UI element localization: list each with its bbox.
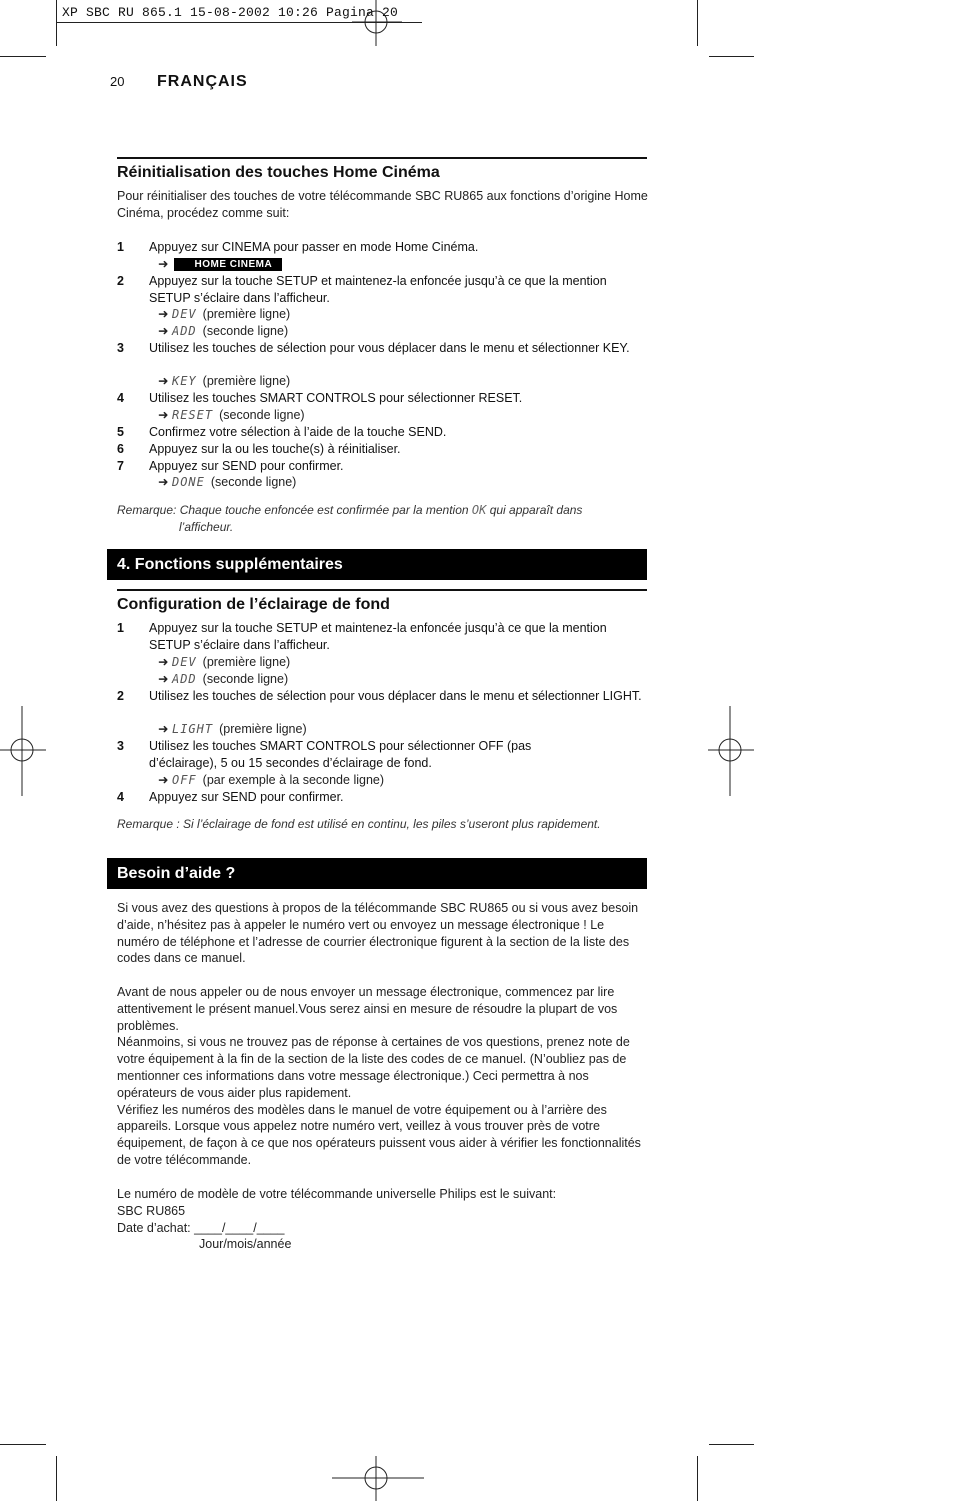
registration-mark-icon — [708, 706, 754, 796]
help-paragraph — [117, 984, 649, 1169]
arrow-icon: ➜ — [158, 307, 169, 321]
remark-note: Remarque : Si l’éclairage de fond est utilisé en continu, les piles s’useront plus rapidement. — [117, 817, 601, 831]
section-banner: Besoin d’aide ? — [107, 858, 647, 889]
lcd-text: ADD — [171, 324, 197, 338]
section-rule — [117, 157, 647, 159]
step-result — [158, 256, 282, 273]
purchase-date: Date d’achat: ____/____/____ — [117, 1220, 285, 1235]
remark-note: Remarque: Chaque touche enfoncée est confirmée par la mention OK qui apparaît dans — [117, 503, 583, 517]
step-result: ➜ ADD (seconde ligne) — [158, 672, 289, 686]
model-line: Le numéro de modèle de votre télécommande universelle Philips est le suivant: — [117, 1187, 557, 1201]
print-slug: XP SBC RU 865.1 15-08-2002 10:26 Pagina 20 — [62, 5, 399, 20]
arrow-icon: ➜ — [158, 722, 169, 736]
lcd-text: DEV — [171, 655, 197, 669]
help-paragraph-text: Néanmoins, si vous ne trouvez pas de réponse à certaines de vos questions, prenez note de votre équipement à la fin de la section de la liste des codes de ce manuel. (N’oubliez pas de mentionner ces informations dans votre message électronique.) Ceci permettra à nos opérateurs de vous aider plus rapidement. — [117, 1035, 630, 1100]
step-result: ➜ OFF (par exemple à la seconde ligne) — [158, 773, 385, 787]
arrow-icon: ➜ — [158, 773, 169, 787]
crop-mark — [0, 1444, 46, 1445]
step-item: 3 Utilisez les touches de sélection pour vous déplacer dans le menu et sélectionner KEY. — [117, 341, 630, 355]
lcd-text: KEY — [171, 374, 197, 388]
step-item: 5 Confirmez votre sélection à l’aide de la touche SEND. — [117, 425, 447, 439]
step-item: 4 Utilisez les touches SMART CONTROLS pour sélectionner RESET. — [117, 391, 523, 405]
crop-mark — [709, 56, 754, 57]
lcd-text: DONE — [171, 475, 205, 489]
step-result: ➜ LIGHT (première ligne) — [158, 722, 307, 736]
lcd-text: DEV — [171, 307, 197, 321]
step-item: 2 Utilisez les touches de sélection pour vous déplacer dans le menu et sélectionner LIGHT. — [117, 689, 642, 703]
step-result: ➜ ADD (seconde ligne) — [158, 324, 289, 338]
arrow-icon: ➜ — [158, 475, 169, 489]
step-item: 4 Appuyez sur SEND pour confirmer. — [117, 790, 344, 804]
crop-mark — [0, 56, 46, 57]
lcd-text: LIGHT — [171, 722, 214, 736]
arrow-icon: ➜ — [158, 655, 169, 669]
crop-mark — [697, 1456, 698, 1501]
home-cinema-badge: HOME CINEMA — [174, 258, 282, 271]
arrow-icon: ➜ — [158, 257, 169, 271]
step-item: 1 Appuyez sur CINEMA pour passer en mode Home Cinéma. — [117, 240, 479, 254]
step-result: ➜ KEY (première ligne) — [158, 374, 291, 388]
arrow-icon: ➜ — [158, 374, 169, 388]
step-item: 1 Appuyez sur la touche SETUP et maintenez-la enfoncée jusqu’à ce que la mention SETUP s’éclaire dans l’afficheur. — [117, 621, 607, 652]
arrow-icon: ➜ — [158, 408, 169, 422]
lcd-text: OFF — [171, 773, 197, 787]
step-item: 3 Utilisez les touches SMART CONTROLS pour sélectionner OFF (pas d’éclairage), 5 ou 15 secondes d’éclairage de fond. — [117, 739, 532, 770]
crop-mark — [697, 0, 698, 46]
section-rule — [117, 589, 647, 591]
language-heading: FRANÇAIS — [157, 73, 248, 90]
section-title: Configuration de l’éclairage de fond — [117, 596, 390, 613]
page-number: 20 — [110, 74, 125, 89]
step-item: 7 Appuyez sur SEND pour confirmer. — [117, 459, 344, 473]
arrow-icon: ➜ — [158, 672, 169, 686]
lcd-text: RESET — [171, 408, 214, 422]
step-item: 6 Appuyez sur la ou les touche(s) à réinitialiser. — [117, 442, 401, 456]
lcd-text: OK — [471, 503, 487, 517]
intro-paragraph: Pour réinitialiser des touches de votre télécommande SBC RU865 aux fonctions d’origine Home Cinéma, procédez comme suit: — [117, 189, 648, 220]
lcd-text: ADD — [171, 672, 197, 686]
section-title: Réinitialisation des touches Home Cinéma — [117, 164, 440, 181]
date-format-hint: Jour/mois/année — [199, 1237, 292, 1252]
help-paragraph — [117, 1186, 649, 1253]
section-banner: 4. Fonctions supplémentaires — [107, 549, 647, 580]
model-number: SBC RU865 — [117, 1203, 186, 1218]
remark-note-continued: l’afficheur. — [179, 520, 234, 534]
help-paragraph: Si vous avez des questions à propos de la télécommande SBC RU865 ou si vous avez besoin d’aide, n’hésitez pas à appeler le numéro vert ou envoyez un message électronique ! Le numéro de téléphone et l’adresse de courrier électronique figurent à la section de la liste des codes dans ce manuel. — [117, 901, 639, 966]
step-result: ➜ DEV (première ligne) — [158, 655, 291, 669]
crop-mark — [56, 1456, 57, 1501]
registration-mark-icon — [332, 1456, 424, 1501]
help-paragraph-text: Vérifiez les numéros des modèles dans le manuel de votre équipement ou à l’arrière des appareils. Lorsque vous appelez notre numéro vert, veillez à vous trouver près de votre équipement, de façon à ce que nos opérateurs puissent vous aider à vérifier les fonctionnalités de votre télécommande. — [117, 1102, 641, 1167]
arrow-icon: ➜ — [158, 324, 169, 338]
registration-mark-icon — [0, 706, 46, 796]
crop-mark — [709, 1444, 754, 1445]
step-result: ➜ RESET (seconde ligne) — [158, 408, 305, 422]
step-item: 2 Appuyez sur la touche SETUP et maintenez-la enfoncée jusqu’à ce que la mention SETUP s’éclaire dans l’afficheur. — [117, 274, 607, 305]
step-result: ➜ DEV (première ligne) — [158, 307, 291, 321]
help-paragraph-text: Avant de nous appeler ou de nous envoyer un message électronique, commencez par lire attentivement le présent manuel.Vous serez ainsi en mesure de résoudre la plupart de vos problèmes. — [117, 985, 618, 1033]
step-result: ➜ DONE (seconde ligne) — [158, 475, 297, 489]
